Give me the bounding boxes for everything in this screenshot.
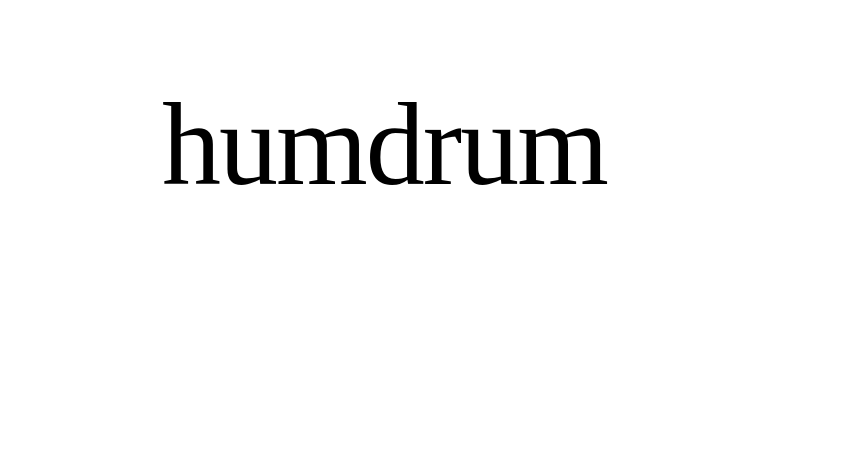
word-text: humdrum — [162, 79, 607, 210]
